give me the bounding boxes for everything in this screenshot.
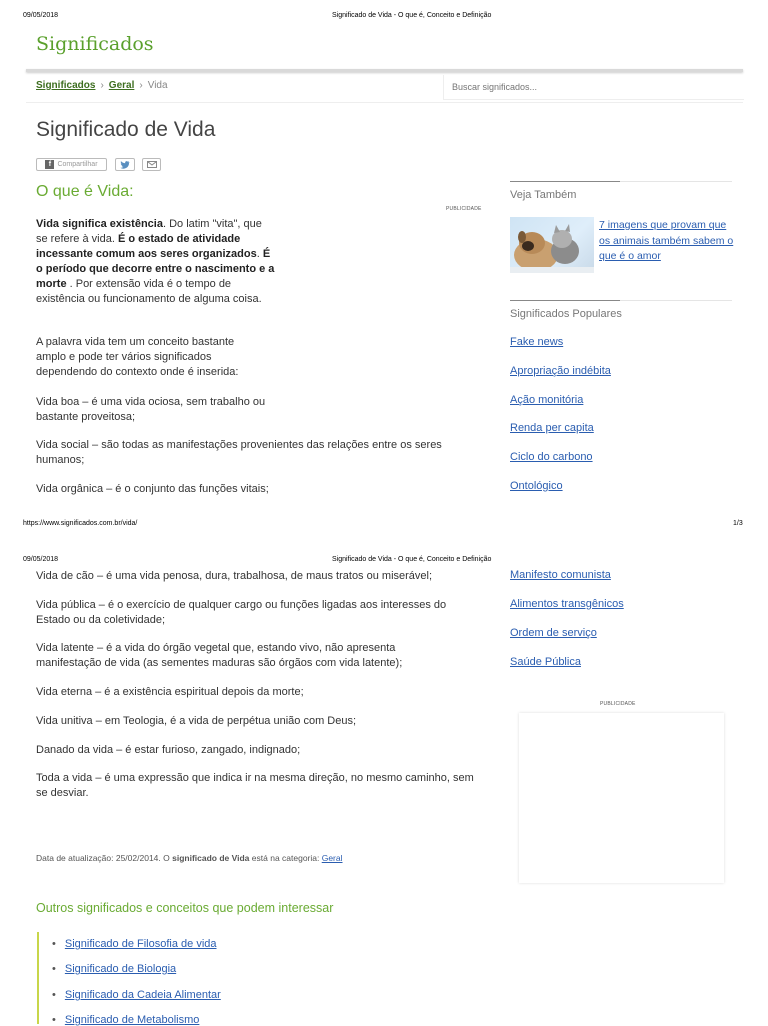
related-link[interactable]: Significado de Metabolismo [64, 1014, 200, 1026]
body-paragraph: Vida latente – é a vida do órgão vegetal que, estando vivo, não apresenta manifestação de vida (as sementes maduras são órgãos com vida latente); [36, 642, 403, 669]
related-accent-bar [37, 932, 39, 1024]
envelope-icon [147, 161, 157, 168]
intro-text-3: . Por extensão vida é o tempo de existência ou funcionamento de alguma coisa. [36, 278, 262, 305]
email-share-button[interactable] [142, 158, 161, 171]
meta-category-link[interactable]: Geral [321, 853, 343, 863]
intro-text-1: . Do latim "vita", que se refere à vida. [36, 218, 262, 245]
body-paragraph: Vida pública – é o exercício de qualquer cargo ou funções ligadas aos interesses do Estado ou da coletividade; [36, 599, 447, 626]
search-box [443, 75, 744, 100]
ad-label: PUBLICIDADE [446, 206, 482, 212]
related-item [52, 938, 217, 950]
sidebar-divider [510, 300, 732, 301]
popular-link[interactable]: Saúde Pública [510, 656, 581, 668]
meta-prefix: Data de atualização: 25/02/2014. O [36, 853, 173, 863]
print-title: Significado de Vida - O que é, Conceito e Definição [332, 12, 492, 19]
body-paragraph: Danado da vida – é estar furioso, zangado, indignado; [36, 744, 301, 756]
update-meta [36, 853, 343, 863]
see-also-title: Veja Também [510, 189, 577, 201]
intro-text-2: . [256, 248, 263, 260]
breadcrumb-category[interactable]: Geral [108, 80, 135, 91]
page-title: Significado de Vida [36, 118, 216, 141]
print-page-number: 1/3 [733, 520, 743, 527]
popular-link[interactable]: Alimentos transgênicos [510, 598, 624, 610]
bullet: • [52, 989, 56, 1001]
see-also-link[interactable]: 7 imagens que provam que os animais também sabem o que é o amor [599, 219, 734, 262]
see-also-thumbnail[interactable] [510, 217, 594, 273]
related-link[interactable]: Significado de Biologia [64, 963, 177, 975]
popular-link[interactable]: Apropriação indébita [510, 365, 611, 377]
popular-link[interactable]: Renda per capita [510, 422, 594, 434]
breadcrumb-divider [26, 102, 743, 103]
related-title: Outros significados e conceitos que podem interessar [36, 901, 334, 915]
share-label: Compartilhar [57, 161, 98, 168]
facebook-share-button[interactable] [36, 158, 107, 171]
related-link[interactable]: Significado de Filosofia de vida [64, 938, 217, 950]
bullet: • [52, 963, 56, 975]
search-input[interactable] [450, 81, 734, 93]
ad-placeholder [519, 713, 724, 883]
body-paragraph: Vida unitiva – em Teologia, é a vida de perpétua união com Deus; [36, 715, 357, 727]
print-title: Significado de Vida - O que é, Conceito e Definição [332, 556, 492, 563]
intro-paragraph [36, 217, 276, 307]
body-paragraph: Vida social – são todas as manifestações provenientes das relações entre os seres humanos; [36, 439, 442, 466]
facebook-icon: f [45, 160, 54, 169]
ad-label: PUBLICIDADE [600, 701, 636, 707]
site-logo[interactable]: Significados [36, 33, 154, 55]
breadcrumb-separator: › [100, 80, 104, 91]
header-divider [26, 69, 743, 72]
meta-middle: está na categoria: [249, 853, 322, 863]
breadcrumb-home[interactable]: Significados [36, 80, 96, 91]
intro-bold-3: É o período que decorre entre o nascimento e a morte [36, 248, 275, 290]
related-link[interactable]: Significado da Cadeia Alimentar [64, 989, 221, 1001]
twitter-share-button[interactable] [115, 158, 135, 171]
related-item [52, 1014, 199, 1026]
related-item [52, 963, 176, 975]
body-paragraph: Vida eterna – é a existência espiritual depois da morte; [36, 686, 304, 698]
body-paragraph: Vida orgânica – é o conjunto das funções vitais; [36, 483, 269, 495]
print-date: 09/05/2018 [23, 12, 59, 19]
popular-link[interactable]: Ontológico [510, 480, 563, 492]
sidebar-divider [510, 181, 732, 182]
body-paragraph: Toda a vida – é uma expressão que indica ir na mesma direção, no mesmo caminho, sem se desviar. [36, 772, 474, 799]
section-title: O que é Vida: [36, 183, 134, 200]
popular-link[interactable]: Fake news [510, 336, 564, 348]
print-url: https://www.significados.com.br/vida/ [23, 520, 138, 527]
breadcrumb-current: Vida [147, 80, 168, 91]
popular-link[interactable]: Ação monitória [510, 394, 584, 406]
breadcrumb-separator: › [139, 80, 143, 91]
intro-bold-2: É o estado de atividade incessante comum aos seres organizados [36, 233, 257, 260]
related-item [52, 989, 221, 1001]
popular-title: Significados Populares [510, 308, 622, 320]
meta-bold: significado de Vida [172, 853, 250, 863]
bullet: • [52, 938, 56, 950]
popular-link[interactable]: Ciclo do carbono [510, 451, 593, 463]
intro-bold-1: Vida significa existência [36, 218, 163, 230]
breadcrumb [36, 80, 168, 91]
body-paragraph: Vida boa – é uma vida ociosa, sem trabalho ou bastante proveitosa; [36, 396, 266, 423]
popular-link[interactable]: Manifesto comunista [510, 569, 611, 581]
dog-cat-image [510, 217, 594, 273]
print-date: 09/05/2018 [23, 556, 59, 563]
popular-link[interactable]: Ordem de serviço [510, 627, 597, 639]
body-paragraph: Vida de cão – é uma vida penosa, dura, trabalhosa, de maus tratos ou miserável; [36, 570, 433, 582]
twitter-icon [120, 161, 130, 169]
body-paragraph: A palavra vida tem um conceito bastante amplo e pode ter vários significados dependendo do contexto onde é inserida: [36, 336, 239, 378]
bullet: • [52, 1014, 56, 1026]
